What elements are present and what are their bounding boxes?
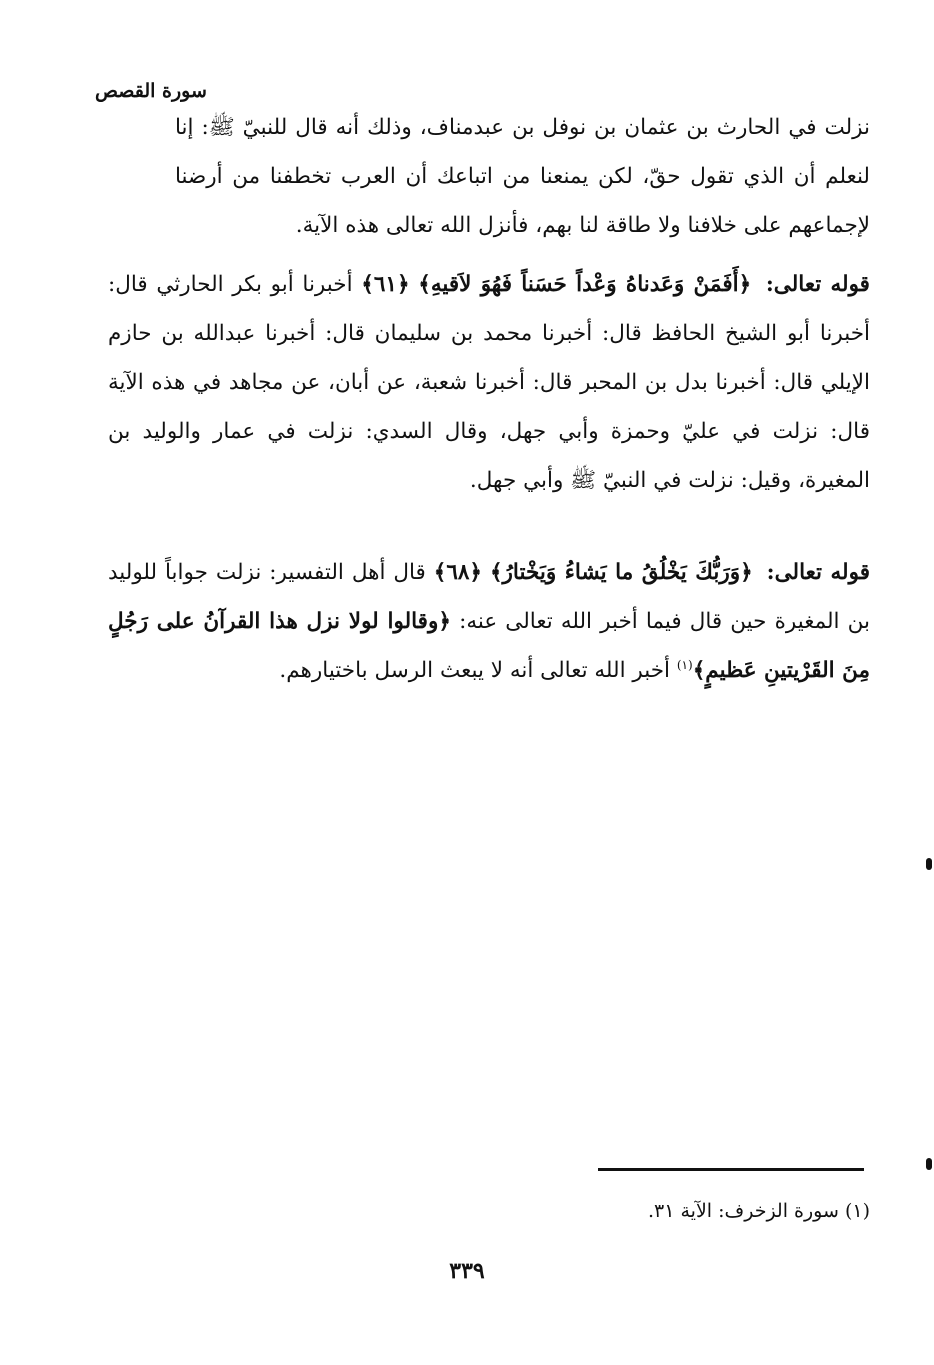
commentary-text: قال أهل التفسير: نزلت جواباً للوليد بن المغيرة حين قال فيما أخبر الله تعالى عنه: — [108, 560, 870, 634]
narration-text: أخبرنا أبو بكر الحارثي قال: أخبرنا أبو الشيخ الحافظ قال: أخبرنا محمد بن سليمان قال: أخبرنا عبدالله بن حازم الإيلي قال: أخبرنا بدل بن المحبر قال: أخبرنا شعبة، عن أبان، عن مجاهد في هذه الآية قال: نزلت في عليّ وحمزة وأبي جهل، وقال السدي: نزلت في عمار والوليد بن المغيرة، وقيل: نزلت في النبيّ ﷺ وأبي جهل. — [108, 272, 870, 493]
scan-artifact-mark — [926, 858, 932, 870]
quoted-verse: ﴿وقالوا لولا نزل هذا القرآنُ على رَجُلٍ مِنَ القَرْيتينِ عَظيمٍ﴾ — [108, 609, 870, 683]
quranic-verse: ﴿وَرَبُّكَ يَخْلُقُ ما يَشاءُ وَيَخْتارُ﴾ — [489, 560, 753, 585]
paragraph-3 — [108, 548, 870, 695]
page-number: ٣٣٩ — [449, 1258, 485, 1284]
verse-intro-label: قوله تعالى: — [765, 272, 870, 297]
footnote-separator — [598, 1168, 864, 1171]
scan-artifact-mark — [926, 1158, 932, 1170]
verse-number: ﴿٦٨﴾ — [433, 560, 483, 585]
verse-number: ﴿٦١﴾ — [361, 272, 410, 297]
footnote-marker: (١) — [676, 657, 693, 672]
running-header-surah-title: سورة القصص — [95, 80, 207, 102]
footnote: (١) سورة الزخرف: الآية ٣١. — [647, 1200, 870, 1222]
verse-intro-label: قوله تعالى: — [766, 560, 870, 585]
paragraph-1-text: نزلت في الحارث بن عثمان بن نوفل بن عبدمناف، وذلك أنه قال للنبيّ ﷺ: إنا لنعلم أن الذي تقول حقّ، لكن يمنعنا من اتباعك أن العرب تخطفنا من أرضنا لإجماعهم على خلافنا ولا طاقة لنا بهم، فأنزل الله تعالى هذه الآية. — [175, 115, 870, 238]
quranic-verse: ﴿أَفَمَنْ وَعَدناهُ وَعْداً حَسَناً فَهُوَ لاَقيهِ﴾ — [418, 272, 752, 297]
paragraph-2 — [108, 260, 870, 505]
paragraph-1 — [175, 103, 870, 250]
commentary-conclusion: أخبر الله تعالى أنه لا يبعث الرسل باختيارهم. — [279, 658, 671, 683]
